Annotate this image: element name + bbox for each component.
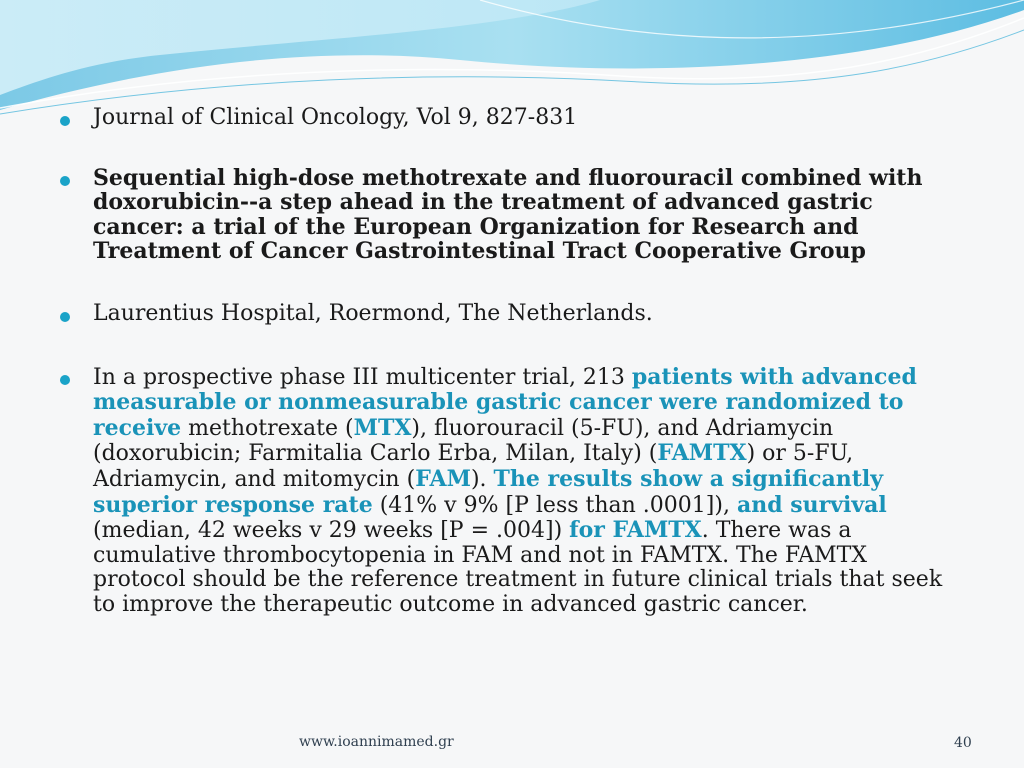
abstract-highlight: FAM — [415, 465, 471, 492]
abstract-highlight: for FAMTX — [569, 517, 702, 544]
footer-website: www.ioannimamed.gr — [299, 734, 454, 750]
bullet-dot-icon — [60, 176, 70, 186]
abstract-segment: In a prospective phase III multicenter trial, 213 — [93, 364, 632, 390]
article-title: Sequential high-dose methotrexate and fluorouracil combined with doxorubicin--a step ahead in the treatment of advanced gastric cancer: a trial of the European Organization for Research and Treatment of Cancer Gastrointestinal Tract Cooperative Group — [93, 164, 923, 265]
abstract-segment: ) or 5-FU, Adriamycin, and mitomycin ( — [93, 441, 854, 492]
abstract-highlight: patients with advanced measurable or nonmeasurable gastric cancer were randomized to receive — [93, 363, 917, 441]
slide-content — [60, 100, 960, 618]
bullet-dot-icon — [60, 375, 70, 385]
bullet-dot-icon — [60, 116, 70, 126]
abstract-highlight: FAMTX — [657, 440, 747, 467]
abstract-highlight: and survival — [736, 491, 887, 518]
journal-citation: Journal of Clinical Oncology, Vol 9, 827-831 — [93, 105, 578, 130]
bullet-dot-icon — [60, 312, 70, 322]
abstract-segment: ), fluorouracil (5-FU), and Adriamycin (doxorubicin; Farmitalia Carlo Erba, Milan, Italy) ( — [93, 415, 834, 467]
abstract-segment: methotrexate ( — [181, 415, 354, 441]
affiliation: Laurentius Hospital, Roermond, The Netherlands. — [93, 300, 653, 326]
bullet-abstract — [60, 365, 960, 618]
bullet-journal — [60, 106, 960, 131]
abstract-segment: ). — [470, 466, 494, 492]
abstract-text — [93, 365, 960, 618]
bullet-title — [60, 166, 960, 264]
abstract-segment: . There was a cumulative thrombocytopenia in FAM and not in FAMTX. The FAMTX protocol should be the reference treatment in future clinical trials that seek to improve the therapeutic outcome in advanced gastric cancer. — [93, 518, 943, 617]
bullet-affiliation — [60, 302, 960, 327]
page-number: 40 — [954, 735, 972, 751]
abstract-segment: (41% v 9% [P less than .0001]), — [372, 492, 737, 518]
abstract-segment: (median, 42 weeks v 29 weeks [P = .004]) — [93, 518, 570, 544]
abstract-highlight: The results show a significantly superior response rate — [93, 465, 884, 518]
abstract-highlight: MTX — [353, 414, 412, 441]
